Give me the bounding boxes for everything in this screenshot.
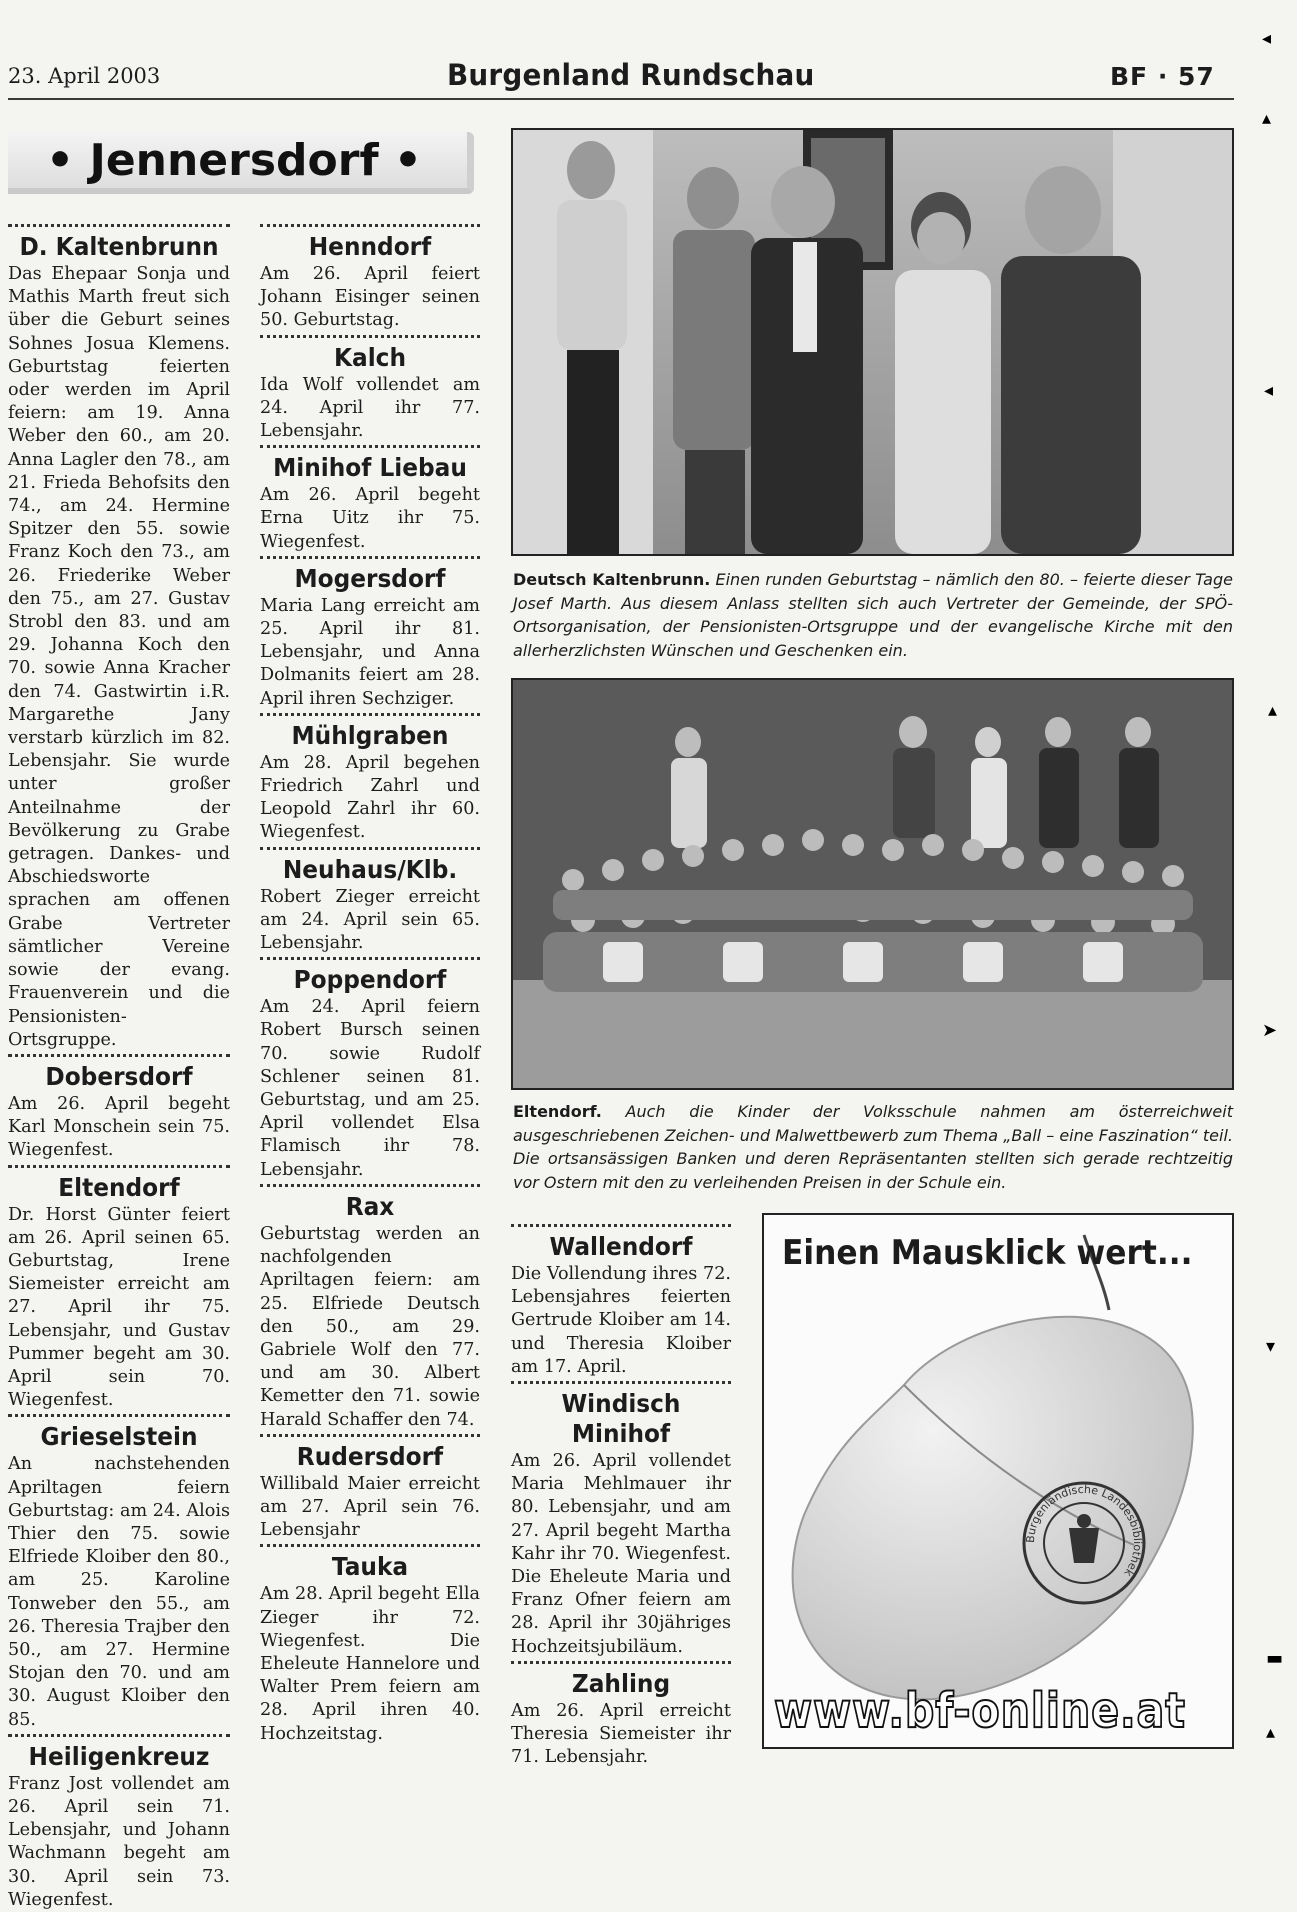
notice-text: Die Vollendung ihres 72. Lebensjahres feierten Gertrude Kloiber am 14. und Theresia Kloiber am 17. April. xyxy=(511,1264,731,1377)
notice-text: Am 26. April begeht Erna Uitz ihr 75. Wiegenfest. xyxy=(260,485,480,552)
stamp-text: Burgenländische Landesbibliothek xyxy=(1023,1482,1145,1579)
notice-text: Am 26. April vollendet Maria Mehlmauer ihr 80. Lebensjahr, und am 27. April begeht Martha Kahr ihr 70. Wiegenfest. Die Eheleute Maria und Franz Ofner feiern am 28. April ihr 30jähriges Hochzeitsjubiläum. xyxy=(511,1451,731,1657)
photo-caption xyxy=(513,1100,1233,1194)
dotted-divider xyxy=(260,556,480,559)
header-rule xyxy=(8,98,1234,100)
photo-birthday-group xyxy=(511,128,1234,556)
caption-location: Eltendorf. xyxy=(513,1102,602,1121)
notice-text: Maria Lang erreicht am 25. April ihr 81. Lebensjahr, und Anna Dolmanits feiert am 28. April ihren Sechziger. xyxy=(260,595,480,709)
town-heading: Mogersdorf xyxy=(294,563,446,593)
dotted-divider xyxy=(260,1434,480,1437)
notice-text: Am 26. April erreicht Theresia Siemeister ihr 71. Lebensjahr. xyxy=(511,1700,731,1768)
town-heading: Windisch Minihof xyxy=(561,1389,681,1449)
photo-birthday-group-image xyxy=(513,130,1232,554)
dotted-divider xyxy=(8,1054,230,1057)
photo-caption xyxy=(513,568,1233,662)
caption-location: Deutsch Kaltenbrunn. xyxy=(513,570,711,589)
dotted-divider xyxy=(260,847,480,850)
section-title: • Jennersdorf • xyxy=(46,135,423,186)
page-number: BF · 57 xyxy=(1110,62,1215,91)
column-3 xyxy=(511,1222,731,1769)
dotted-divider xyxy=(260,224,480,227)
town-heading: Poppendorf xyxy=(293,965,447,995)
advertisement-box xyxy=(762,1213,1234,1749)
column-2 xyxy=(260,222,480,1746)
computer-mouse-icon xyxy=(764,1215,1232,1747)
town-heading: Wallendorf xyxy=(549,1232,693,1261)
notice-text: Geburtstag werden an nachfolgenden Apriltagen feiern: am 25. Elfriede Deutsch den 50., am 29. Gabriele Wolf den 77. und am 30. Albert Kemetter den 71. sowie Harald Schaffer den 74. xyxy=(260,1223,480,1430)
dotted-divider xyxy=(511,1381,731,1384)
section-banner xyxy=(8,132,474,194)
dotted-divider xyxy=(511,1661,731,1664)
town-heading: Rax xyxy=(345,1191,395,1221)
notice-text: Am 28. April begeht Ella Zieger ihr 72. Wiegenfest. Die Eheleute Hannelore und Walter Prem feiern am 28. April ihren 40. Hochzeitstag. xyxy=(260,1584,480,1744)
column-1 xyxy=(8,222,230,1912)
caption-text: Einen runden Geburtstag – nämlich den 80. – feierte dieser Tage Josef Marth. Aus diesem Anlass stellten sich auch Vertreter der Gemeinde, der SPÖ-Ortsorganisation, der Pensionisten-Ortsgruppe und der evangelische Kirche mit den allerherzlichsten Wünschen und Geschenken ein. xyxy=(513,570,1233,660)
notice-text: Ida Wolf vollendet am 24. April ihr 77. Lebensjahr. xyxy=(260,374,480,442)
town-heading: Zahling xyxy=(571,1668,671,1698)
town-heading: Rudersdorf xyxy=(296,1441,444,1471)
library-stamp xyxy=(1014,1473,1154,1613)
dotted-divider xyxy=(260,957,480,960)
issue-date: 23. April 2003 xyxy=(8,64,161,88)
notice-text: Willibald Maier erreicht am 27. April sein 76. Lebensjahr xyxy=(260,1473,480,1541)
dotted-divider xyxy=(8,1165,230,1168)
town-heading: Neuhaus/Klb. xyxy=(282,854,458,884)
notice-text: Das Ehepaar Sonja und Mathis Marth freut sich über die Geburt seines Sohnes Josua Klemens. Geburtstag feierten oder werden im April feiern: am 19. Anna Weber den 60., am 20. Anna Lagler den 78., am 21. Frieda Behofsits den 74., am 24. Hermine Spitzer den 55. sowie Franz Koch den 73., am 26. Friederike Weber den 75., am 27. Gustav Strobl den 83. und am 29. Johanna Koch den 70. sowie Anna Kracher den 74. Gastwirtin i.R. Margarethe Jany verstarb kürzlich im 82. Lebensjahr. Sie wurde unter großer Anteilnahme der Bevölkerung zu Grabe getragen. Dankes- und Abschiedsworte sprachen am offenen Grabe Vertreter sämtlicher Vereine sowie der evang. Frauenverein und die Pensionisten-Ortsgruppe. xyxy=(8,264,230,1050)
town-heading: Kalch xyxy=(333,342,407,372)
margin-mark: ▴ xyxy=(1266,1722,1276,1743)
town-heading: Tauka xyxy=(331,1552,409,1582)
margin-mark: ▴ xyxy=(1268,700,1278,721)
margin-mark: ▬ xyxy=(1266,1648,1284,1669)
town-heading: Eltendorf xyxy=(58,1172,180,1202)
town-heading: Grieselstein xyxy=(40,1422,198,1452)
photo-school-class-image xyxy=(513,680,1232,1088)
notice-text: Am 26. April begeht Karl Monschein sein 75. Wiegenfest. xyxy=(8,1093,230,1161)
notice-text: Dr. Horst Günter feiert am 26. April seinen 65. Geburtstag, Irene Siemeister erreicht am 27. April ihr 75. Lebensjahr, und Gustav Pummer begeht am 30. April sein 70. Wiegenfest. xyxy=(8,1204,230,1411)
notice-text: Robert Zieger erreicht am 24. April sein 65. Lebensjahr. xyxy=(260,886,480,954)
notice-text: Am 28. April begehen Friedrich Zahrl und Leopold Zahrl ihr 60. Wiegenfest. xyxy=(260,752,480,843)
caption-text: Auch die Kinder der Volksschule nahmen am österreichweit ausgeschriebenen Zeichen- und Malwettbewerb zum Thema „Ball – eine Faszination“ teil. Die ortsansässigen Banken und deren Repräsentanten stellten sich gerade rechtzeitig vor Ostern mit den zu verleihenden Preisen in der Schule ein. xyxy=(513,1102,1233,1192)
dotted-divider xyxy=(260,1184,480,1187)
newspaper-title: Burgenland Rundschau xyxy=(447,58,815,92)
dotted-divider xyxy=(260,1544,480,1547)
margin-mark: ◂ xyxy=(1262,28,1272,49)
dotted-divider xyxy=(8,1734,230,1737)
margin-mark: ▴ xyxy=(1262,108,1272,129)
dotted-divider xyxy=(8,1414,230,1417)
notice-text: An nachstehenden Apriltagen feiern Geburtstag: am 24. Alois Thier den 75. sowie Elfriede Kloiber den 80., am 25. Karoline Tonweber den 55., am 26. Theresia Trajber den 50., am 27. Hermine Stojan den 70. und am 30. August Kloiber den 85. xyxy=(8,1454,230,1730)
dotted-divider xyxy=(260,713,480,716)
town-heading: Henndorf xyxy=(308,232,432,261)
notice-text: Am 24. April feiern Robert Bursch seinen 70. sowie Rudolf Schlener seinen 81. Geburtstag, und am 25. April vollendet Elsa Flamisch ihr 78. Lebensjahr. xyxy=(260,997,480,1180)
photo-school-class xyxy=(511,678,1234,1090)
town-heading: D. Kaltenbrunn xyxy=(19,232,219,261)
dotted-divider xyxy=(511,1224,731,1227)
ad-headline: Einen Mausklick wert... xyxy=(782,1233,1193,1273)
town-heading: Minihof Liebau xyxy=(273,453,467,483)
town-heading: Dobersdorf xyxy=(45,1061,193,1091)
margin-mark: ◂ xyxy=(1264,380,1274,401)
margin-mark: ➤ xyxy=(1262,1020,1278,1041)
notice-text: Am 26. April feiert Johann Eisinger seinen 50. Geburtstag. xyxy=(260,264,480,331)
dotted-divider xyxy=(260,335,480,338)
town-heading: Mühlgraben xyxy=(291,720,449,750)
town-heading: Heiligenkreuz xyxy=(28,1741,210,1771)
dotted-divider xyxy=(8,224,230,227)
ad-url: www.bf-online.at xyxy=(774,1683,1186,1739)
dotted-divider xyxy=(260,445,480,448)
notice-text: Franz Jost vollendet am 26. April sein 71. Lebensjahr, und Johann Wachmann begeht am 30. April sein 73. Wiegenfest. xyxy=(8,1773,230,1910)
margin-mark: ▾ xyxy=(1266,1336,1276,1357)
